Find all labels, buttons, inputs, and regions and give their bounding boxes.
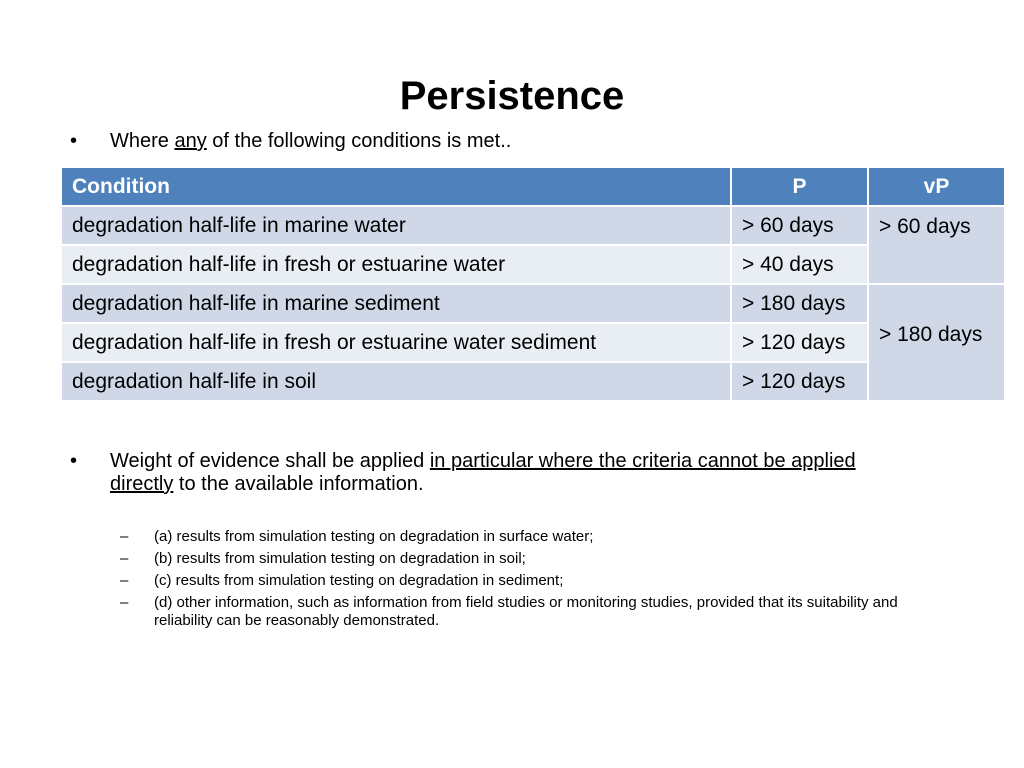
intro-text: Where any of the following conditions is met.. bbox=[110, 130, 512, 152]
dash-icon: – bbox=[120, 528, 129, 545]
table-row bbox=[61, 323, 1005, 362]
dash-icon: – bbox=[120, 550, 129, 567]
list-item: – (c) results from simulation testing on degradation in sediment; bbox=[120, 572, 564, 589]
intro-bullet bbox=[70, 130, 511, 153]
page-title: Persistence bbox=[399, 74, 625, 118]
table-row bbox=[61, 245, 1005, 284]
p-cell: > 40 days bbox=[731, 245, 868, 284]
table-header-row bbox=[61, 167, 1005, 206]
intro-emphasis: any bbox=[174, 130, 207, 152]
table-row bbox=[61, 206, 1005, 245]
header-condition: Condition bbox=[61, 167, 731, 206]
condition-cell: degradation half-life in soil bbox=[61, 362, 731, 401]
p-cell: > 180 days bbox=[731, 284, 868, 323]
condition-cell: degradation half-life in fresh or estuarine water sediment bbox=[61, 323, 731, 362]
evidence-text: Weight of evidence shall be applied in particular where the criteria cannot be applied directly to the available information. bbox=[110, 450, 856, 495]
evidence-bullet bbox=[70, 450, 960, 496]
vp-cell-water: > 60 days bbox=[868, 206, 1005, 284]
condition-cell: degradation half-life in fresh or estuarine water bbox=[61, 245, 731, 284]
dash-icon: – bbox=[120, 572, 129, 589]
p-cell: > 60 days bbox=[731, 206, 868, 245]
header-vp: vP bbox=[868, 167, 1005, 206]
sub-list bbox=[120, 528, 934, 634]
evidence-emphasis-1: in particular where the criteria cannot be applied bbox=[429, 450, 856, 472]
header-p: P bbox=[731, 167, 868, 206]
evidence-emphasis-2: directly bbox=[110, 473, 174, 495]
condition-cell: degradation half-life in marine sediment bbox=[61, 284, 731, 323]
vp-cell-sediment-soil: > 180 days bbox=[868, 284, 1005, 401]
list-item: – (a) results from simulation testing on degradation in surface water; bbox=[120, 528, 594, 545]
table-row bbox=[61, 284, 1005, 323]
table-row bbox=[61, 362, 1005, 401]
list-item: – (d) other information, such as information from field studies or monitoring studies, provided that its suitability and reliability can be reasonably demonstrated. bbox=[120, 594, 898, 629]
condition-cell: degradation half-life in marine water bbox=[61, 206, 731, 245]
p-cell: > 120 days bbox=[731, 362, 868, 401]
bullet-icon: • bbox=[70, 450, 78, 472]
list-item: – (b) results from simulation testing on degradation in soil; bbox=[120, 550, 526, 567]
bullet-icon: • bbox=[70, 130, 78, 152]
criteria-table bbox=[60, 166, 1006, 402]
p-cell: > 120 days bbox=[731, 323, 868, 362]
dash-icon: – bbox=[120, 594, 129, 611]
